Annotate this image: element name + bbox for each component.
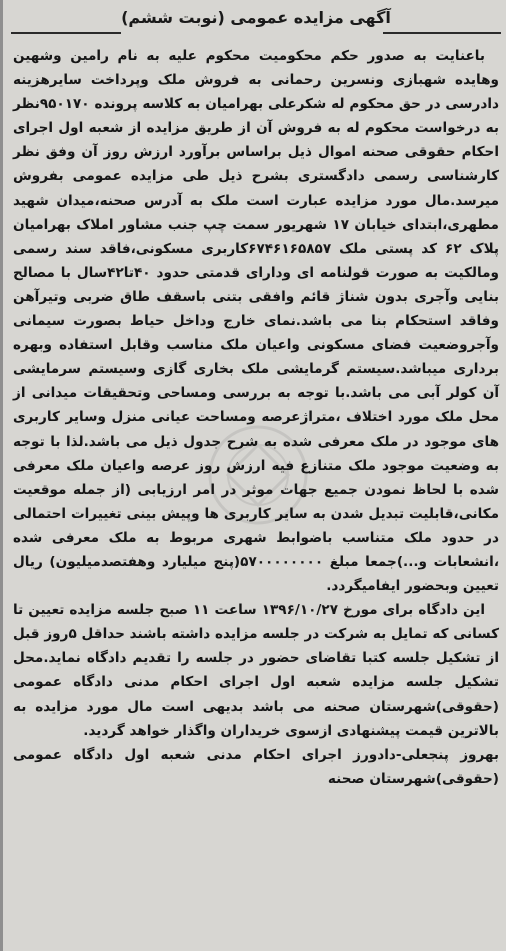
paragraph-session: این دادگاه برای مورخ ۱۳۹۶/۱۰/۲۷ ساعت ۱۱ صبح جلسه مزایده تعیین تا کسانی که تمایل به شرکت در جلسه مزایده داشته باشند حداقل ۵روز قبل از تشکیل جلسه کتبا تقاضای حضور در جلسه را تقدیم دادگاه نماید.محل تشکیل جلسه مزایده شعبه اول اجرای احکام مدنی دادگاه عمومی (حقوقی)شهرستان صحنه می باشد بدیهی است مال مورد مزایده به بالاترین قیمت پیشنهادی ازسوی خریداران واگذار خواهد گردید.	[13, 602, 500, 739]
signature: بهروز پنجعلی-دادورز اجرای احکام مدنی شعبه اول دادگاه عمومی (حقوقی)شهرستان صحنه	[13, 746, 499, 787]
notice-title: آگهی مزایده عمومی (نوبت ششم)	[121, 7, 391, 27]
title-rule-left	[11, 32, 121, 34]
notice-header	[3, 0, 506, 34]
title-rule-right	[383, 32, 501, 34]
notice-body	[13, 44, 499, 791]
paragraph-main: باعنایت به صدور حکم محکومیت محکوم علیه به نام رامین وشهین وهایده شهبازی ونسرین رحمانی به فروش ملک وپرداخت سایرهزینه دادرسی در حق محکوم له شکرعلی بهرامیان به کلاسه پرونده ۹۵۰۱۷۰نظر به درخواست محکوم له به فروش آن از طریق مزایده از شعبه اول اجرای احکام حقوقی صحنه اموال ذیل براساس برآورد ارزش روز آن وفق نظر کارشناسی رسمی دادگستری بشرح ذیل طی مزایده عمومی بفروش میرسد.مال مورد مزایده عبارت است ملک به آدرس صحنه،میدان شهید مطهری،ابتدای خیابان ۱۷ شهریور سمت چپ جنب مشاور املاک بهرامیان پلاک ۶۲ کد پستی ملک ۶۷۴۶۱۶۵۸۵۷کاربری مسکونی،فاقد سند رسمی ومالکیت به صورت قولنامه ای ودارای قدمتی حدود ۴۰تا۴۲سال با مصالح بنایی وآجری بدون شناژ قائم وافقی بتنی باسقف طاق ضربی وتیرآهن وفاقد استحکام بنا می باشد.نمای خارج وداخل حیاط بصورت سیمانی وآجروضعیت فضای مسکونی واعیان ملک مناسب وقابل استفاده وبهره برداری میباشد.سیستم گرمایشی ملک بخاری گازی وسیستم سرمایشی آن کولر آبی می باشد.با توجه به بررسی ومساحی وتحقیقات میدانی از محل ملک مورد اختلاف ،متراژعرصه ومساحت عیانی منزل وسایر کاربری های موجود در ملک معرفی شده به شرح جدول ذیل می باشد.لذا با توجه به وضعیت موجود ملک متنازع فیه ارزش روز عرصه واعیان ملک معرفی شده با لحاظ نمودن جمیع جهات موثر در امر ارزیابی (از جمله موقعیت مکانی،قابلیت تبدیل شدن به سایر کاربری ها وپیش بینی تغییرات احتمالی در حدود ملک متناسب باضوابط شهری مربوط به ملک معرفی شده ،انشعابات و...)جمعا مبلغ ۵۷۰۰۰۰۰۰۰۰(پنج میلیارد وهفتصدمیلیون) ریال تعیین وبحضور ایفامیگردد.	[13, 48, 500, 595]
